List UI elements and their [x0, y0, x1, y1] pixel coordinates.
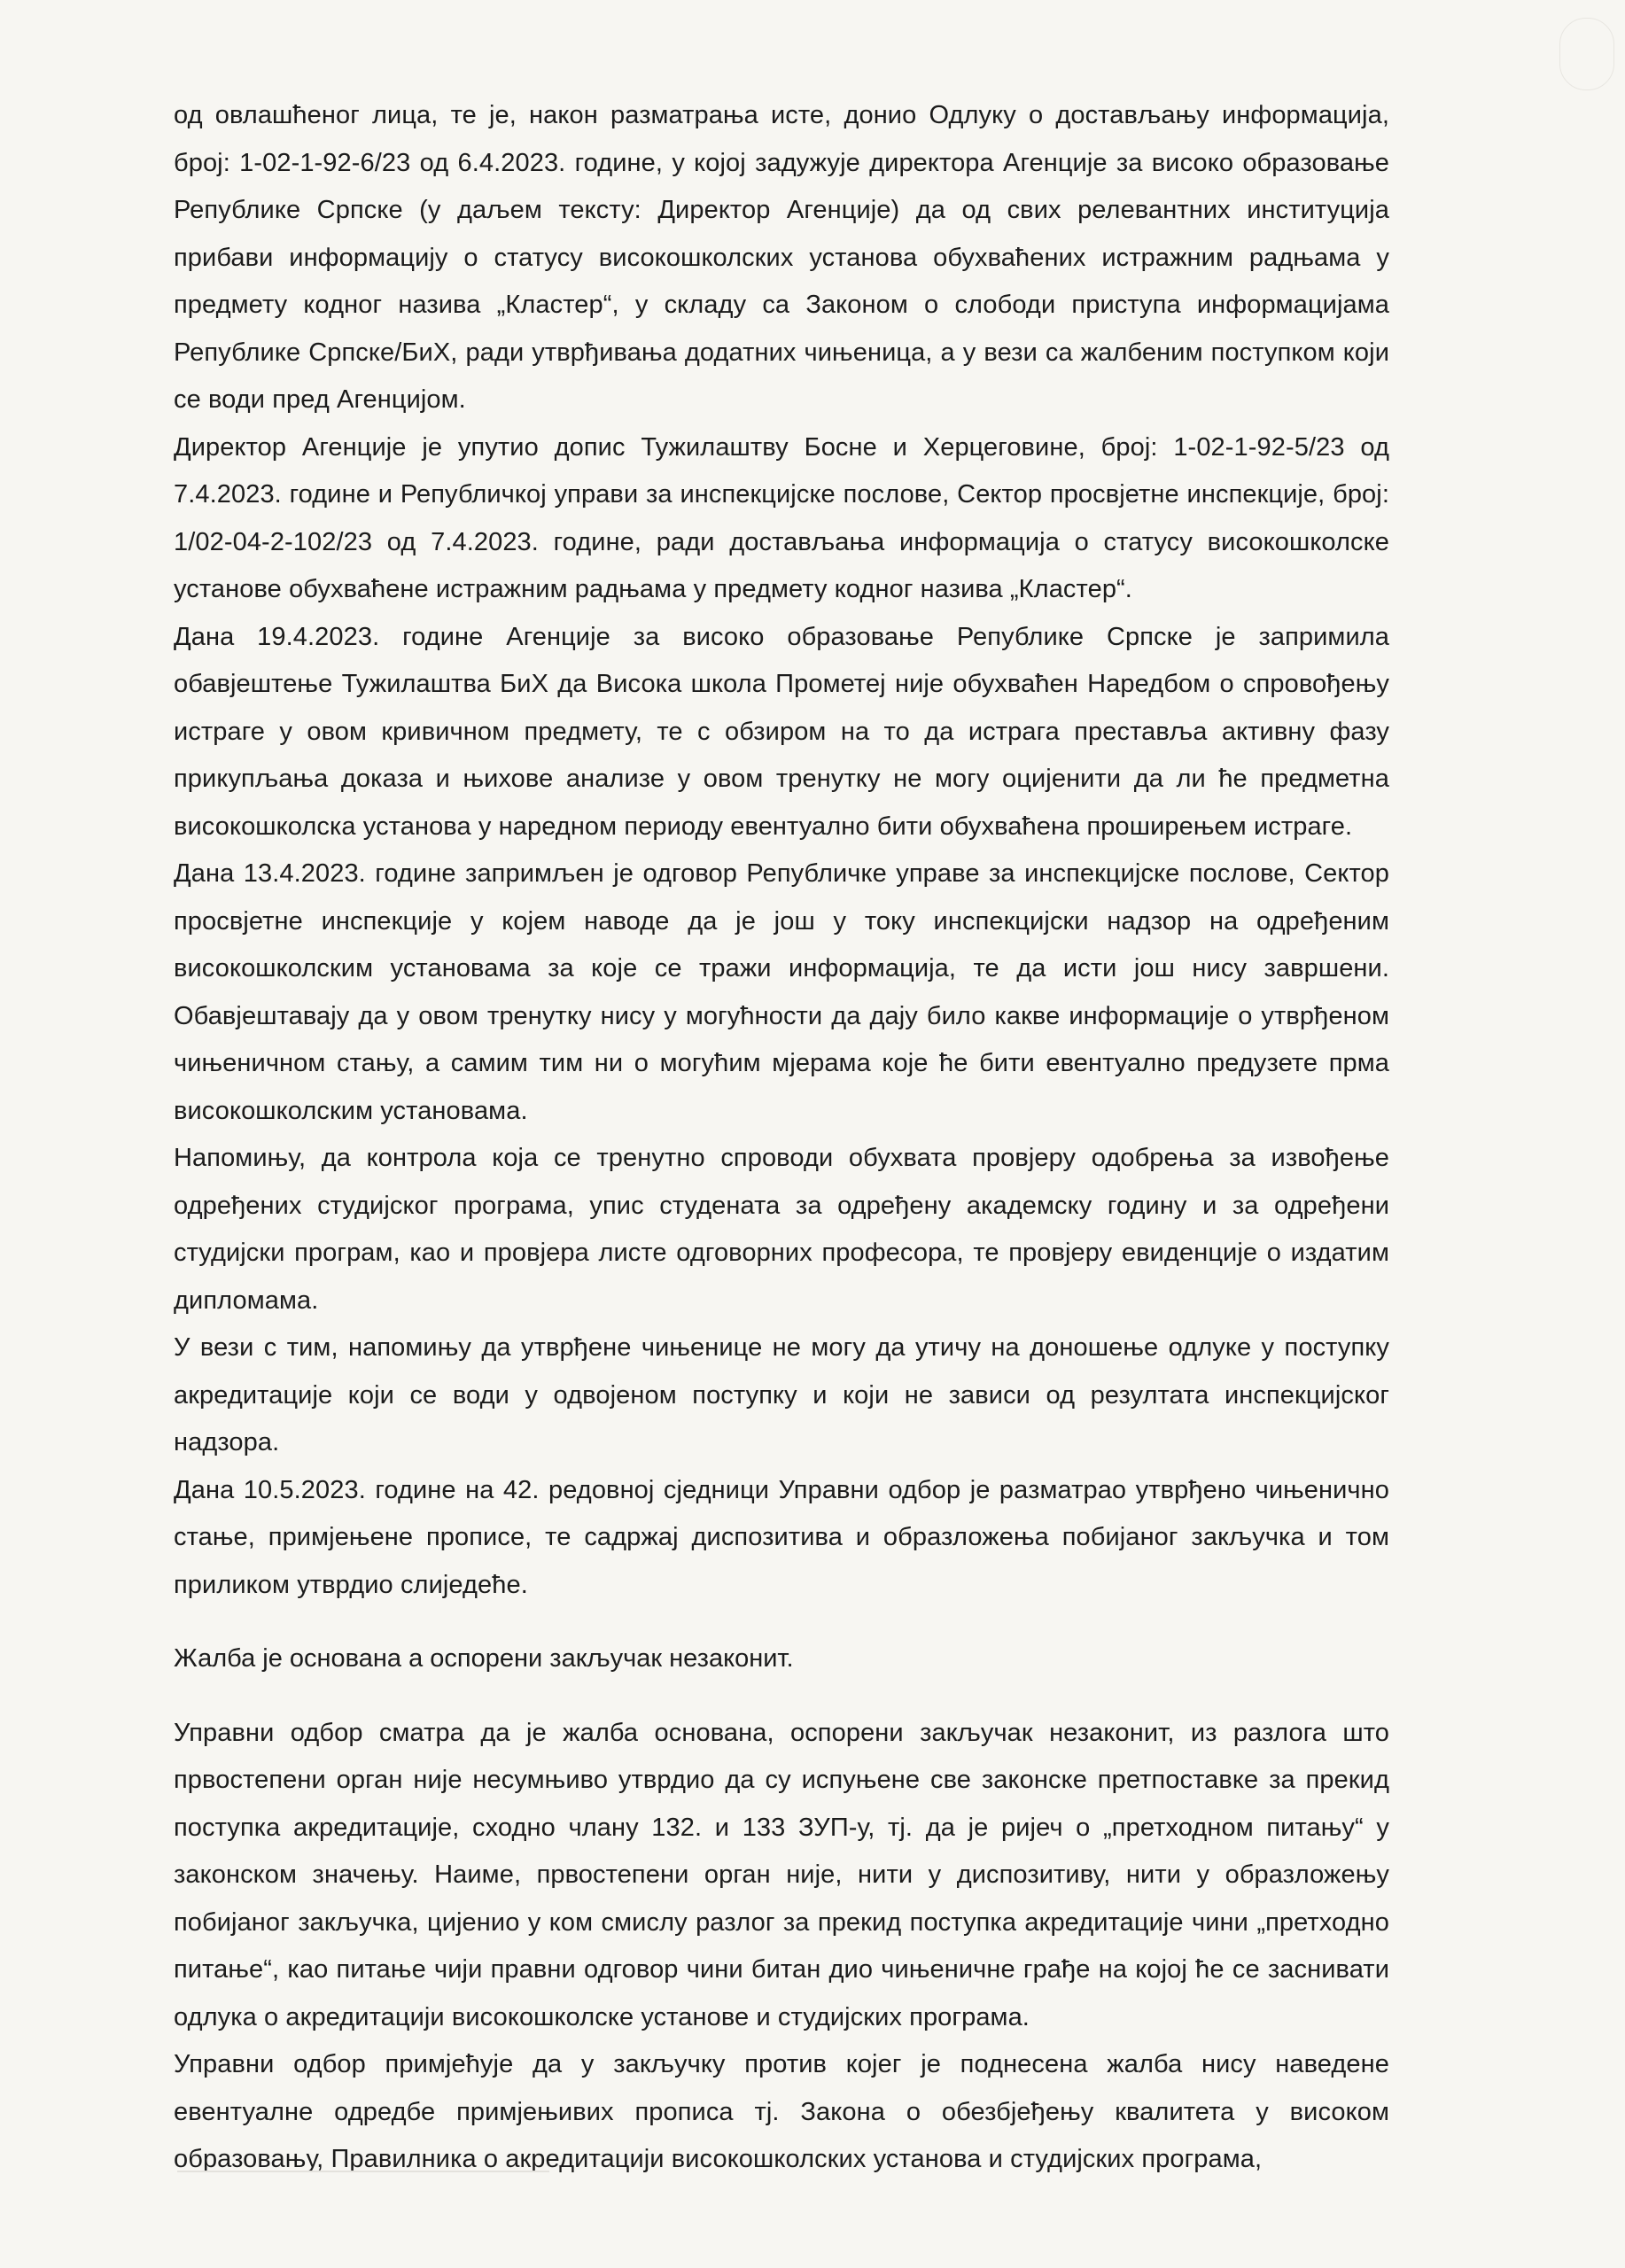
- paragraph-director-letter: Директор Агенције је упутио допис Тужилаштву Босне и Херцеговине, број: 1-02-1-92-5/23 од 7.4.2023. године и Републичкој управи за инспекцијске послове, Сектор просвјетне инспекције, број: 1/02-04-2-102/23 од 7.4.2023. године, ради достављања информација о статусу високошколске установе обухваћене истражним радњама у предмету кодног назива „Кластер“.: [174, 432, 1389, 603]
- seal-stamp: [1559, 18, 1614, 90]
- paragraph-board-reasoning: Управни одбор сматра да је жалба основана, оспорени закључак незаконит, из разлога што првостепени орган није несумњиво утврдио да су испуњене све законске претпоставке за прекид поступка акредитације, сходно члану 132. и 133 ЗУП-у, тј. да је ријеч о „претходном питању“ у законском значењу. Наиме, првостепени орган није, нити у диспозитиву, нити у образложењу побијаног закључка, цијенио у ком смислу разлог за прекид поступка акредитације чини „претходно питање“, као питање чији правни одговор чини битан дио чињеничне грађе на којој ће се заснивати одлука о акредитацији високошколске установе и студијских програма.: [174, 1718, 1389, 2031]
- spacer: [174, 1609, 1389, 1635]
- paragraph-board-observation: Управни одбор примјећује да у закључку против којег је поднесена жалба нису наведене евентуалне одредбе примјењивих прописа тј. Закона о обезбјеђењу квалитета у високом образовању, Правилника о акредитацији високошколских установа и студијских програма,: [174, 2050, 1389, 2173]
- paragraph-decision-info: од овлашћеног лица, те је, након разматрања исте, донио Одлуку о достављању информација, број: 1-02-1-92-6/23 од 6.4.2023. године, у којој задужује директора Агенције за високо образовање Републике Српске (у даљем тексту: Директор Агенције) да од свих релевантних институција прибави информацију о статусу високошколских установа обухваћених истражним радњама у предмету кодног назива „Кластер“, у складу са Законом о слободи приступа информацијама Републике Српске/БиХ, ради утврђивања додатних чињеница, а у вези са жалбеним поступком који се води пред Агенцијом.: [174, 101, 1389, 414]
- footer-divider: [177, 2171, 549, 2172]
- paragraph-inspection-reply: Дана 13.4.2023. године запримљен је одговор Републичке управе за инспекцијске послове, Сектор просвјетне инспекције у којем наводе да је још у току инспекцијски надзор на одређеним високошколским установама за које се тражи информација, те да исти још нису завршени. Обавјештавају да у овом тренутку нису у могућности да дају било какве информације о утврђеном чињеничном стању, а самим тим ни о могућим мјерама које ће бити евентуално предузете прма високошколским установама.: [174, 859, 1389, 1125]
- finding-statement: Жалба је основана а оспорени закључак незаконит.: [174, 1644, 794, 1673]
- paragraph-prosecutor-notice: Дана 19.4.2023. године Агенције за високо образовање Републике Српске је запримила обавјештење Тужилаштва БиХ да Висока школа Прометеј није обухваћен Наредбом о спровођењу истраге у овом кривичном предмету, те с обзиром на то да истрага преставља активну фазу прикупљања доказа и њихове анализе у овом тренутку не могу оцијенити да ли ће предметна високошколска установа у наредном периоду евентуално бити обухваћена проширењем истраге.: [174, 622, 1389, 841]
- paragraph-inspection-note: У вези с тим, напомињу да утврђене чињенице не могу да утичу на доношење одлуке у поступку акредитације који се води у одвојеном поступку и који не зависи од резултата инспекцијског надзора.: [174, 1333, 1389, 1456]
- paragraph-inspection-scope: Напомињу, да контрола која се тренутно спроводи обухвата провјеру одобрења за извођење одређених студијског програма, упис студената за одређену академску годину и за одређени студијски програм, као и провјера листе одговорних професора, те провјеру евиденције о издатим дипломама.: [174, 1144, 1389, 1315]
- spacer: [174, 1683, 1389, 1710]
- paragraph-board-session: Дана 10.5.2023. године на 42. редовној сједници Управни одбор је разматрао утврђено чињенично стање, примјењене прописе, те садржај диспозитива и образложења побијаног закључка и том приликом утврдио слиједеће.: [174, 1475, 1389, 1599]
- document-body: [174, 92, 1389, 2184]
